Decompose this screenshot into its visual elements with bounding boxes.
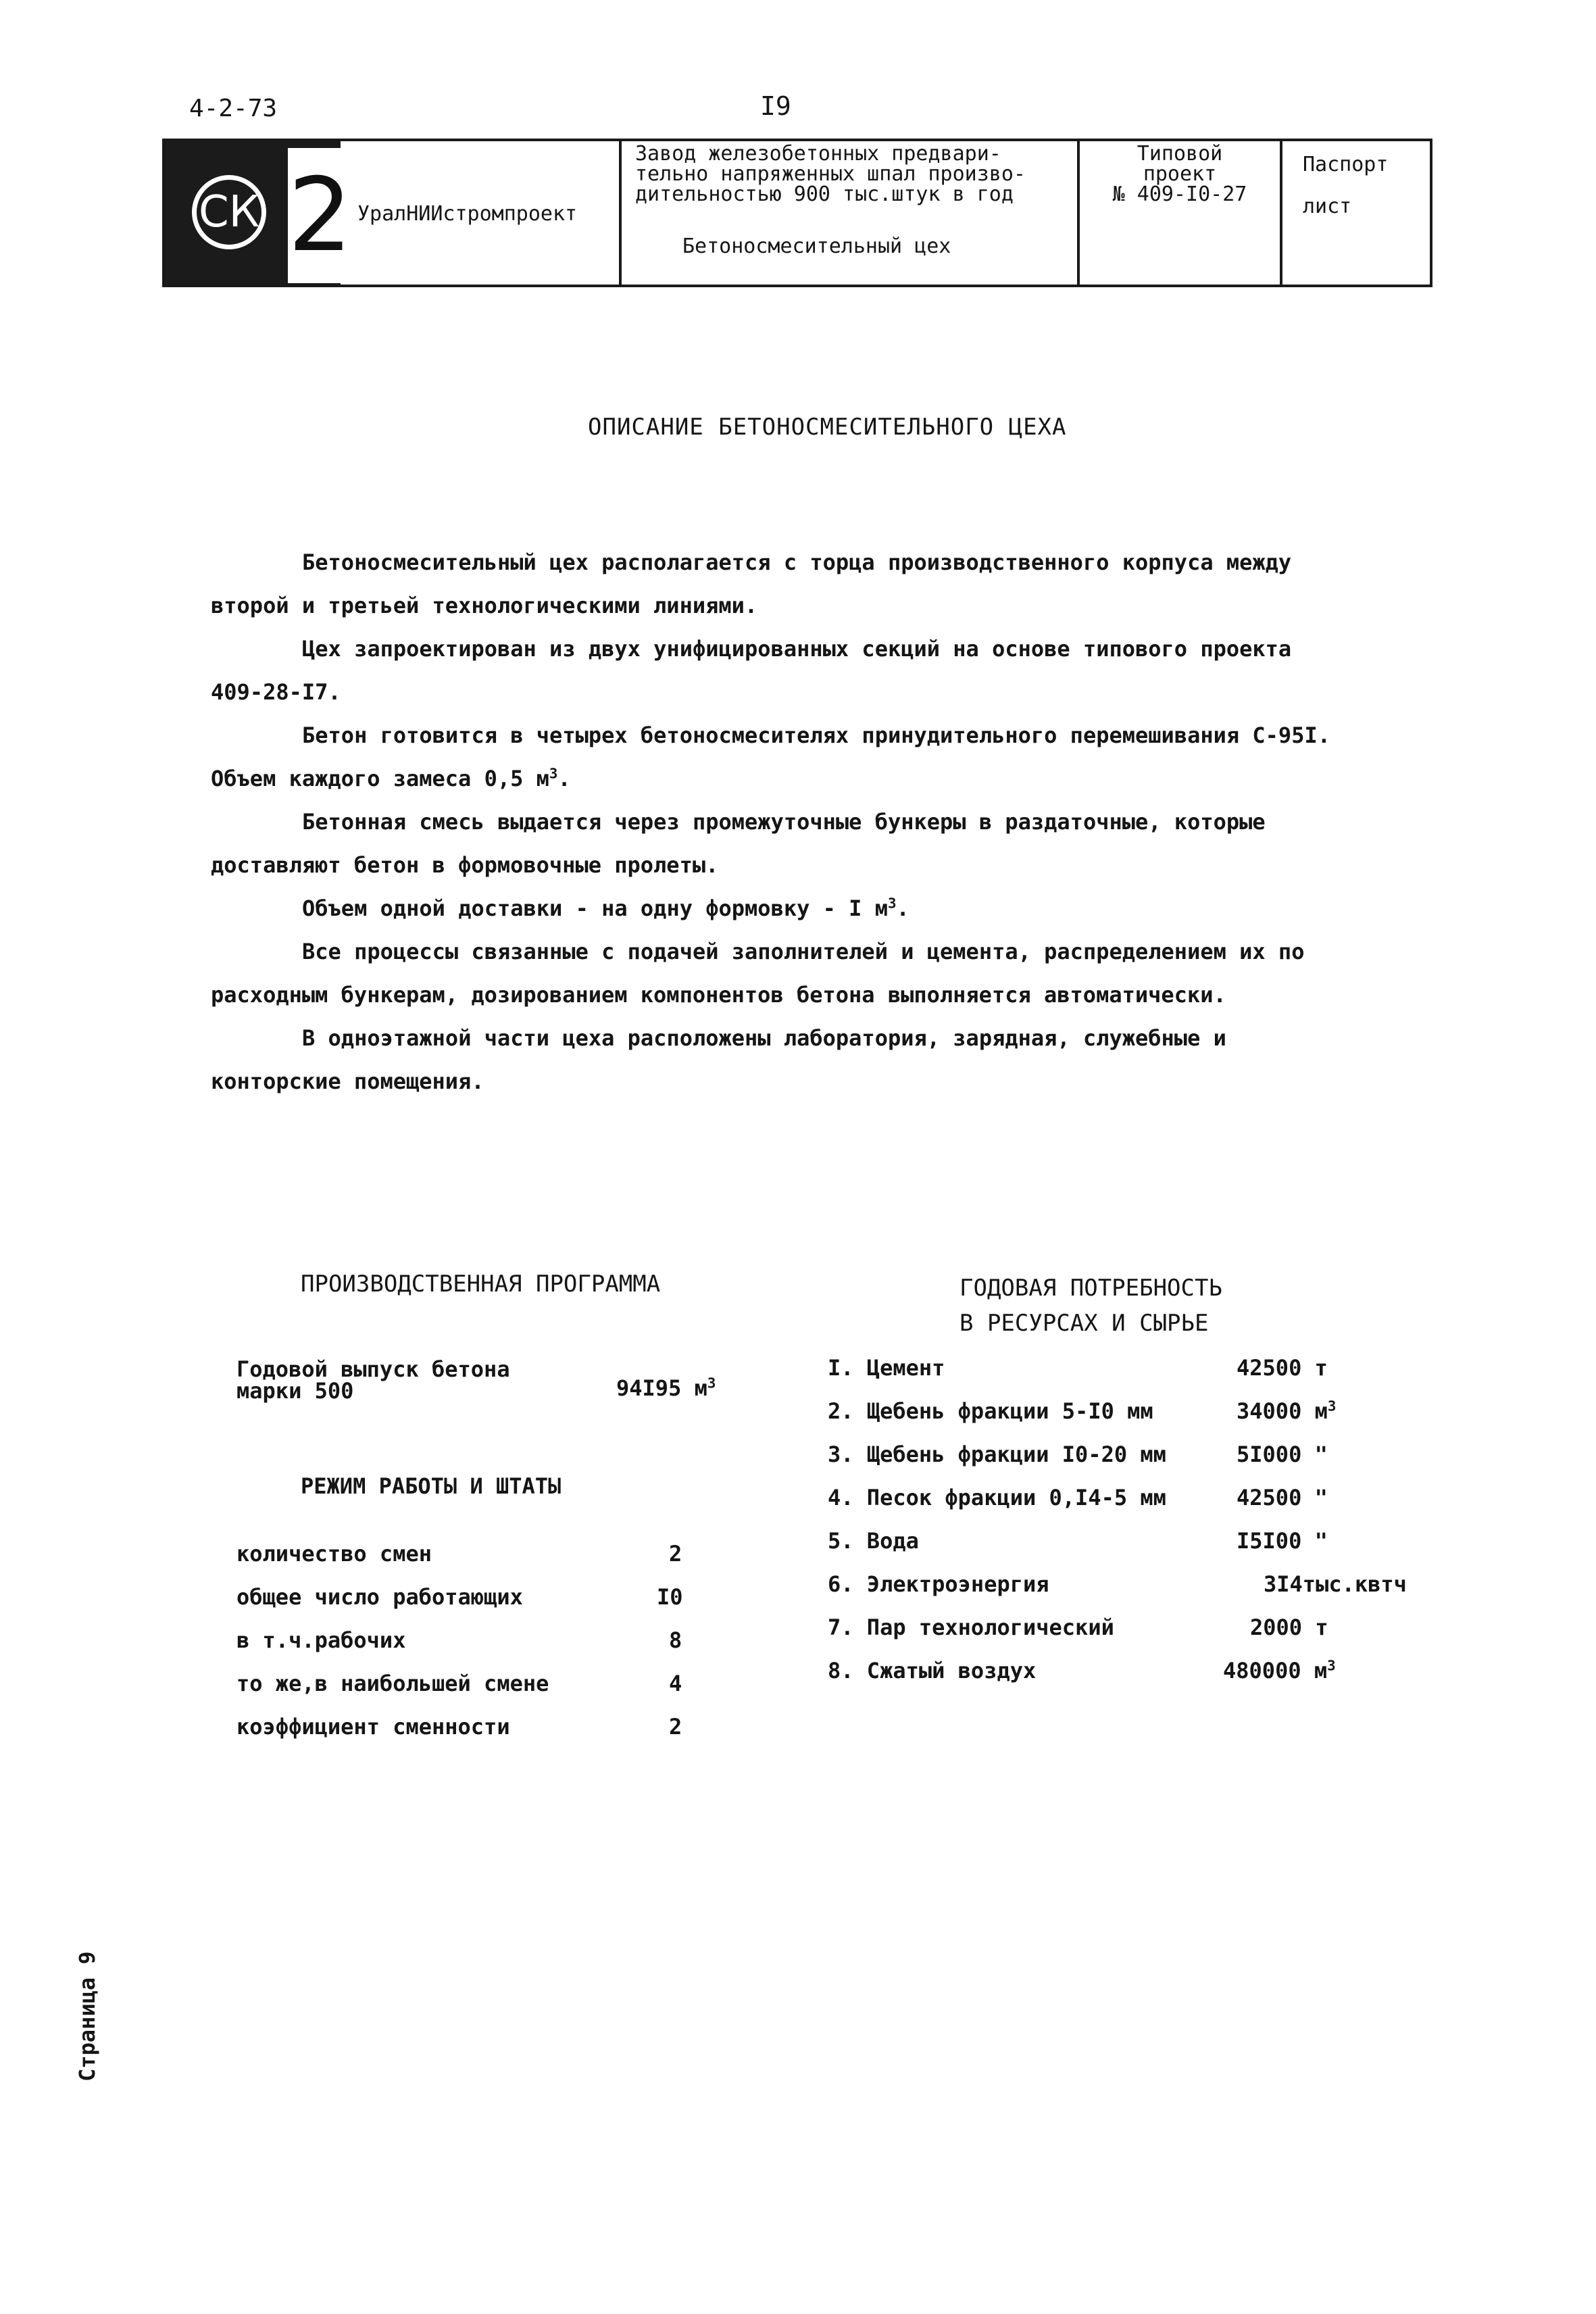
program-label: Годовой выпуск бетона марки 500 (236, 1356, 510, 1404)
resource-value (1237, 1485, 1328, 1510)
project-cell (1077, 141, 1280, 285)
document-code: 4-2-73 (189, 95, 278, 122)
paragraph-text: Бетон готовится в четырех бетоносмесителях принудительного перемешивания С-95I. Объем каждого замеса 0,5 м (211, 722, 1330, 791)
resource-value (1237, 1528, 1328, 1554)
title-block (162, 139, 1432, 287)
resource-label: 7. Пар технологический (828, 1615, 1114, 1640)
resource-value-text: I5I00 " (1237, 1528, 1328, 1554)
resource-label: 8. Сжатый воздух (828, 1658, 1037, 1683)
staff-row-label: в т.ч.рабочих (236, 1627, 406, 1653)
resource-value (1250, 1615, 1328, 1640)
workshop-name: Бетоносмесительный цех (682, 235, 951, 258)
resource-value-text: 2000 т (1250, 1615, 1328, 1640)
resource-value (1237, 1442, 1328, 1467)
resource-label: I. Цемент (828, 1355, 945, 1381)
resource-value-text: 480000 м (1223, 1658, 1328, 1683)
staff-row-value: 2 (669, 1541, 682, 1567)
program-title: ПРОИЗВОДСТВЕННАЯ ПРОГРАММА (301, 1271, 661, 1298)
resource-label: 3. Щебень фракции I0-20 мм (828, 1442, 1166, 1467)
paragraph: Цех запроектирован из двух унифицированных секций на основе типового проекта 409-28-I7. (211, 636, 1292, 705)
unit-superscript: 3 (549, 765, 558, 782)
paragraph: Все процессы связанные с подачей заполнителей и цемента, распределением их по расходным бункерам, дозированием компонентов бетона выполняется автоматически. (211, 939, 1305, 1008)
staff-row-value: 8 (669, 1627, 682, 1653)
logo-number: 2 (288, 148, 341, 283)
staff-row-label: коэффициент сменности (236, 1714, 510, 1740)
resource-label: 4. Песок фракции 0,I4-5 мм (828, 1485, 1166, 1510)
title-cell (619, 141, 1077, 285)
resource-value-text: 5I000 " (1237, 1442, 1328, 1467)
program-value-sup: 3 (707, 1375, 716, 1392)
staff-row-value: 4 (669, 1671, 682, 1696)
resource-value-sup: 3 (1327, 1398, 1337, 1414)
resource-value-sup: 3 (1327, 1657, 1336, 1674)
resource-value (1223, 1658, 1336, 1683)
sheet-cell (1280, 141, 1432, 285)
paragraph: Бетонная смесь выдается через промежуточные бункеры в раздаточные, которые доставляют бетон в формовочные пролеты. (211, 809, 1266, 878)
resource-label: 2. Щебень фракции 5-I0 мм (828, 1398, 1153, 1424)
resource-value (1237, 1398, 1336, 1424)
page-sidebar-label: Страница 9 (74, 1951, 100, 2082)
organization-name: УралНИИстромпроект (357, 202, 578, 226)
resource-value (1264, 1571, 1407, 1597)
program-value (616, 1375, 716, 1401)
resource-value-text: 3I4тыс.квтч (1264, 1571, 1407, 1597)
staff-row-label: общее число работающих (236, 1584, 523, 1610)
unit-superscript: 3 (887, 895, 897, 912)
staff-row-label: то же,в наибольшей смене (236, 1671, 549, 1696)
program-value-text: 94I95 м (616, 1375, 707, 1401)
resources-title: ГОДОВАЯ ПОТРЕБНОСТЬ В РЕСУРСАХ И СЫРЬЕ (959, 1275, 1222, 1337)
staff-title: РЕЖИМ РАБОТЫ И ШТАТЫ (301, 1473, 562, 1499)
sheet-type: Паспорт лист (1303, 153, 1389, 218)
publisher-logo (165, 141, 353, 285)
project-number: Типовой проект № 409-I0-27 (1112, 142, 1247, 206)
paragraph: Бетоносмесительный цех располагается с торца производственного корпуса между второй и третьей технологическими линиями. (211, 549, 1292, 618)
resource-value-text: 42500 т (1237, 1355, 1328, 1381)
resource-value-text: 34000 м (1237, 1398, 1328, 1424)
logo-letters: СК (192, 175, 266, 249)
resource-value (1237, 1355, 1328, 1381)
staff-row-value: 2 (669, 1714, 682, 1740)
resource-value-text: 42500 " (1237, 1485, 1328, 1510)
paragraph: Бетон готовится в четырех бетоносмесителях принудительного перемешивания С-95I. Объем каждого замеса 0,5 $м^3$. (211, 722, 1330, 791)
staff-row-label: количество смен (236, 1541, 432, 1567)
resource-label: 6. Электроэнергия (828, 1571, 1049, 1597)
paragraph-text: Объем одной доставки - на одну формовку - I м (302, 895, 888, 921)
paragraph: Объем одной доставки - на одну формовку - I $м^3$. (302, 895, 909, 921)
section-heading: ОПИСАНИЕ БЕТОНОСМЕСИТЕЛЬНОГО ЦЕХА (588, 414, 1067, 441)
resource-label: 5. Вода (828, 1528, 919, 1554)
paragraph: В одноэтажной части цеха расположены лаборатория, зарядная, служебные и конторские помещения. (211, 1025, 1226, 1094)
page-number: I9 (760, 91, 791, 121)
organization-cell (341, 141, 619, 285)
project-title: Завод железобетонных предвари- тельно напряженных шпал произво- дительностью 900 тыс.штук в год (635, 142, 1026, 206)
description-body (211, 541, 1346, 1103)
staff-row-value: I0 (657, 1584, 683, 1610)
